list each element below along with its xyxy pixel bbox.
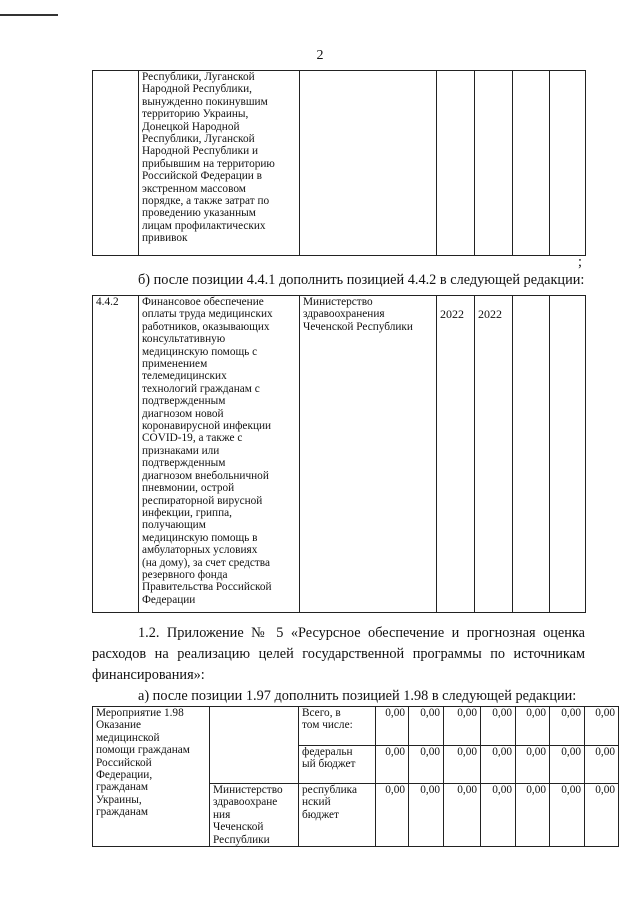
text-line: вынужденно покинувшим [142, 95, 268, 108]
text-line: медицинской [96, 731, 160, 744]
text-line: нский [302, 796, 331, 809]
text-line: федеральн [302, 746, 353, 758]
scan-artifact [0, 14, 58, 16]
position-text [139, 296, 300, 613]
table-position-1-98: Мероприятие 1.98 Оказание медицинской помощи гражданам Российской Федерации, гражданам Украины, гражданам Всего, в том числе: 0,00 0,00 0,00 0,00 0,00 0,00 0,00 федеральн ый бюджет 0,00 0,00 0,00 0,00 0,00 0,00 0,00 Министерство здравоохране ния Чеченской Республики республика нский бюджет 0,00 0,00 0,00 0,00 0,00 0,00 0,00 [92, 706, 619, 847]
text-line: ния [213, 808, 231, 821]
end-year: 2022 [475, 296, 513, 613]
text-line: здравоохранения [303, 308, 385, 321]
text-line: территорию Украины, [142, 108, 249, 121]
instruction-a: а) после позиции 1.97 дополнить позицией 1.98 в следующей редакции: [138, 688, 577, 704]
table-continuation [92, 70, 586, 256]
text-line: получающим [142, 519, 206, 532]
text-line: Мероприятие 1.98 [96, 707, 184, 719]
table-position-4-4-2 [92, 295, 586, 613]
text-line: здравоохране [213, 796, 278, 809]
source [299, 784, 376, 847]
text-line: проведению указанным [142, 207, 256, 220]
text-line: Республики, Луганской [142, 71, 255, 83]
text-line: том числе: [302, 719, 353, 732]
text-line: телемедицинских [142, 370, 227, 383]
text-line: Оказание [96, 719, 142, 732]
text-line: Правительства Российской [142, 581, 272, 594]
text-line: подтвержденным [142, 457, 226, 470]
source [299, 707, 376, 746]
text-line: инфекции, гриппа, [142, 506, 232, 519]
text-line: диагнозом внебольничной [142, 469, 269, 482]
paragraph-1-2: 1.2. Приложение № 5 «Ресурсное обеспечение и прогнозная оценка расходов на реализацию целей государственной программы по источникам финансирования»: [92, 625, 585, 683]
text-line: коронавирусной инфекции [142, 420, 272, 433]
text-line: медицинскую помощь в [142, 531, 258, 544]
executor [210, 784, 299, 847]
text-line: оплаты труда медицинских [142, 308, 273, 321]
text-line: Российской Федерации в [142, 170, 263, 183]
text-line: пневмонии, острой [142, 482, 235, 495]
text-line: (на дому), за счет средства [142, 556, 271, 569]
text-line: Народной Республики, [142, 83, 252, 96]
text-line: резервного фонда [142, 568, 228, 581]
text-line: Республики, Луганской [142, 133, 255, 146]
event-name [93, 707, 210, 847]
text-line: гражданам [96, 806, 149, 819]
text-line: экстренном массовом [142, 182, 246, 195]
text-line: гражданам [96, 781, 149, 794]
position-text [139, 71, 300, 256]
text-line: республика [302, 784, 357, 796]
text-line: работников, оказывающих [142, 320, 270, 333]
text-line: Министерство [213, 784, 283, 796]
text-line: Министерство [303, 296, 373, 308]
text-line: бюджет [302, 808, 339, 821]
text-line: Федерации [142, 593, 196, 606]
position-number: 4.4.2 [93, 296, 139, 613]
text-line: лицам профилактических [142, 219, 266, 232]
source [299, 746, 376, 784]
text-line: консультативную [142, 333, 226, 346]
text-line: Всего, в [302, 707, 341, 719]
text-line: Федерации, [96, 769, 153, 782]
text-line: Чеченской [213, 821, 264, 834]
text-line: подтвержденным [142, 395, 226, 408]
position-number [93, 71, 139, 256]
text-line: Народной Республики и [142, 145, 258, 158]
text-line: ый бюджет [302, 758, 356, 771]
text-line: Чеченской Республики [303, 320, 413, 333]
end-semicolon: ; [578, 254, 582, 270]
start-year: 2022 [437, 296, 475, 613]
instruction-b: б) после позиции 4.4.1 дополнить позицией 4.4.2 в следующей редакции: [138, 272, 585, 288]
text-line: COVID-19, а также с [142, 432, 243, 445]
text-line: технологий гражданам с [142, 382, 260, 395]
text-line: помощи гражданам [96, 744, 190, 757]
text-line: медицинскую помощь с [142, 345, 258, 358]
text-line: признаками или [142, 444, 220, 457]
text-line: Российской [96, 756, 152, 769]
text-line: применением [142, 358, 208, 371]
text-line: Республики [213, 833, 270, 846]
text-line: прибывшим на территорию [142, 157, 275, 170]
text-line: диагнозом новой [142, 407, 224, 420]
text-line: респираторной вирусной [142, 494, 263, 507]
text-line: Донецкой Народной [142, 120, 240, 133]
text-line: амбулаторных условиях [142, 544, 258, 557]
executor [300, 296, 437, 613]
text-line: прививок [142, 232, 188, 245]
page-number: 2 [316, 48, 324, 63]
text-line: Украины, [96, 793, 142, 806]
text-line: порядке, а также затрат по [142, 195, 270, 208]
text-line: Финансовое обеспечение [142, 296, 264, 308]
